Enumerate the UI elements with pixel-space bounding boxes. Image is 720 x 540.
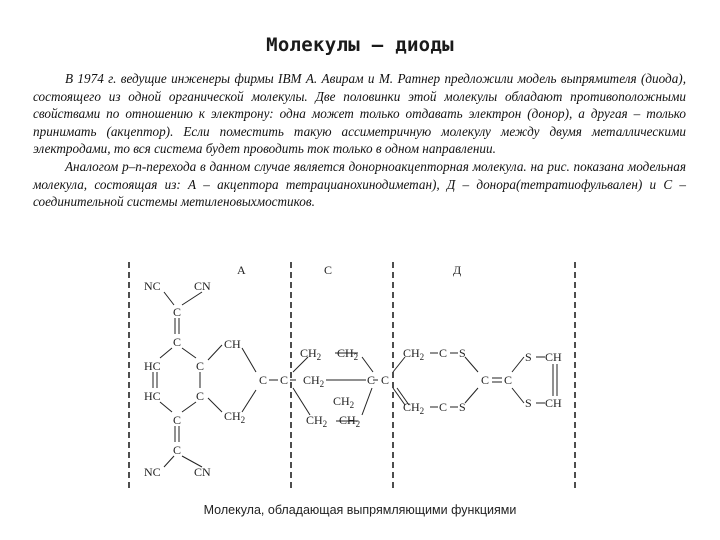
atom-c-7: C [173,413,182,427]
atom-c-11: C [439,346,448,360]
atom-c-13: C [481,373,490,387]
atom-ch2-1: $CH_2$ [303,373,325,389]
label-a: А [237,263,246,277]
molecule-diagram [120,260,580,495]
body-text [33,70,686,211]
atom-c-1: C [173,305,182,319]
page-title: Молекулы – диоды [266,34,454,56]
atom-c-14: C [504,373,513,387]
atom-c-8: C [173,443,182,457]
atom-c-12: C [439,400,448,414]
paragraph-1: В 1974 г. ведущие инженеры фирмы IBM А. Авирам и М. Ратнер предложили модель выпрямителя (диода), состоящего из одной органической молекулы. Две половинки этой молекулы обладают противоположными свойствами по отношению к электрону: одна может только отдавать электрон (донор), а другая – только принимать (акцептор). Если поместить такую ассиметричную молекулу между двумя металлическими электродами, то вся система будет проводить ток только в одном направлении. [33,71,686,157]
atom-ch2-9: $CH_2$ [403,400,425,416]
atom-c-4: C [196,389,205,403]
atom-ch2-7: $CH_2$ [339,413,361,429]
atom-ch2-3: $CH_2$ [300,346,322,362]
atom-c-6: C [280,373,289,387]
atom-c-10: C [381,373,390,387]
atom-ch2-4: $CH_2$ [337,346,359,362]
label-c: С [324,263,333,277]
atom-hc-2: HC [144,389,161,403]
atom-c-5: C [259,373,268,387]
bonds [153,292,557,467]
atom-ch2-6: $CH_2$ [306,413,328,429]
atom-nc-bottom: NC [144,465,161,479]
atom-s-2: S [459,400,466,414]
paragraph-2: Аналогом p–n-перехода в данном случае является донорноакцепторная молекула. на рис. показана модельная молекула, состоящая из: А – акцептора тетрацианохинодиметан), Д – донора(тетратиофульвален) и С – соединительной системы метиленовыхмостиков. [33,158,686,210]
atom-cn-bottom: CN [194,465,211,479]
atom-s-3: S [525,350,532,364]
atom-s-1: S [459,346,466,360]
atom-hc-1: HC [144,359,161,373]
figure-caption: Молекула, обладающая выпрямляющими функциями [203,503,517,517]
atom-c-3: C [196,359,205,373]
atom-ch2-8: $CH_2$ [403,346,425,362]
label-d: Д [453,263,462,277]
atom-ch-1: CH [224,337,241,351]
atom-c-2: C [173,335,182,349]
atom-nc-top: NC [144,279,161,293]
atom-ch2-2: $CH_2$ [224,409,246,425]
atom-ch-3: CH [545,396,562,410]
atom-ch2-5: $CH_2$ [333,394,355,410]
atom-ch-2: CH [545,350,562,364]
atom-c-9: C [367,373,376,387]
atoms [144,279,562,479]
atom-cn-top: CN [194,279,211,293]
atom-s-4: S [525,396,532,410]
